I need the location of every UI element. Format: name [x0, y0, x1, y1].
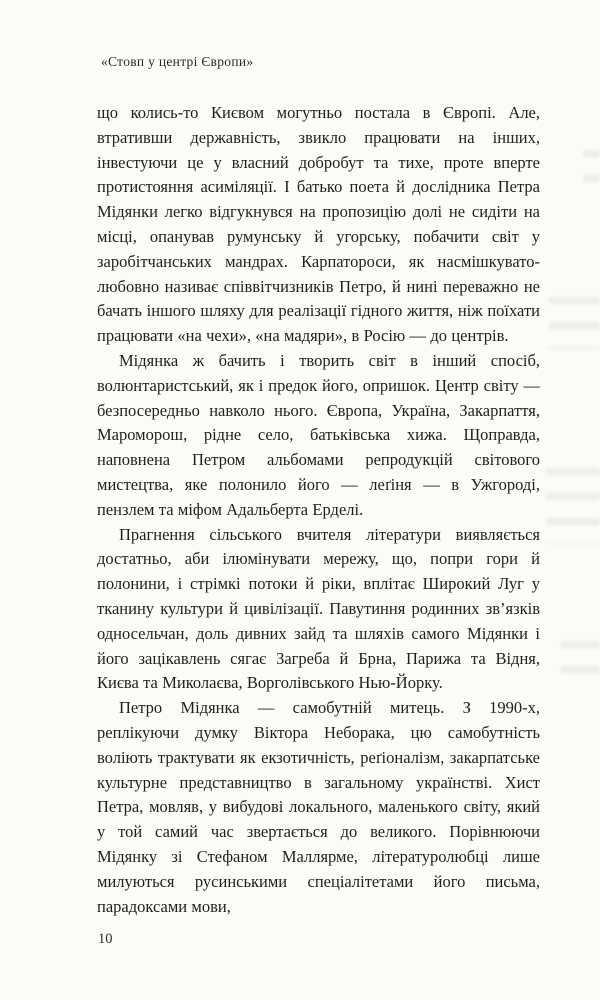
- reverse-side-showthrough: [549, 297, 600, 349]
- paragraph: Прагнення сільського вчителя літератури виявляється достатньо, аби ілюмінувати мережу, що, попри гори й полонини, і стрімкі потоки й ріки, вплітає Широкий Луг у тканину культури й цивілізації. Павутиння родинних зв’язків односельчан, доль дивних зайд та шляхів самого Мідянки і його зацікавлень сягає Загреба й Брна, Парижа та Відня, Києва та Миколаєва, Ворголівського Нью-Йорку.: [97, 524, 540, 693]
- reverse-side-showthrough: [561, 641, 600, 687]
- reverse-side-showthrough: [583, 150, 600, 192]
- paragraph: Петро Мідянка — самобутній митець. З 1990-х, реплікуючи думку Віктора Неборака, цю самобутність воліють трактувати як екзотичність, реґіоналізм, закарпатське культурне представництво в загальному українстві. Хист Петра, мовляв, у вибудові локального, маленького світу, який у той самий час звертається до великого. Порівнюючи Мідянку зі Стефаном Маллярме, літературолюбці лише милуються русинськими спеціалітетами його письма, парадоксами мови,: [97, 698, 540, 916]
- paragraph: Мідянка ж бачить і творить світ в інший спосіб, волюнтаристський, як і предок його, опришок. Центр світу — безпосередньо навколо нього. Європа, Україна, Закарпаття, Мароморош, рідне село, батьківська хижа. Щоправда, наповнена Петром альбомами репродукцій світового мистецтва, яке полонило його — леґіня — в Ужгороді, пензлем та міфом Адальберта Ерделі.: [97, 350, 540, 519]
- running-header: «Стовп у центрі Європи»: [101, 54, 254, 69]
- page-number: 10: [98, 931, 113, 947]
- body-text: [97, 101, 540, 919]
- paragraph: що колись-то Києвом могутньо постала в Європі. Але, втративши державність, звикло працювати на інших, інвестуючи це у власний добробут та тихе, проте вперте протистояння асиміляції. І батько поета й дослідника Петра Мідянки легко відгукнувся на пропозицію долі не сидіти на місці, опанував румунську й угорську, побачити світ у заробітчанських мандрах. Карпатороси, як насмішкувато-любовно називає співвітчизників Петро, й нині переважно не бачать іншого шляху для реалізації гідного життя, ніж поїхати працювати «на чехи», «на мадяри», в Росію — до центрів.: [97, 103, 540, 346]
- reverse-side-showthrough: [546, 468, 600, 544]
